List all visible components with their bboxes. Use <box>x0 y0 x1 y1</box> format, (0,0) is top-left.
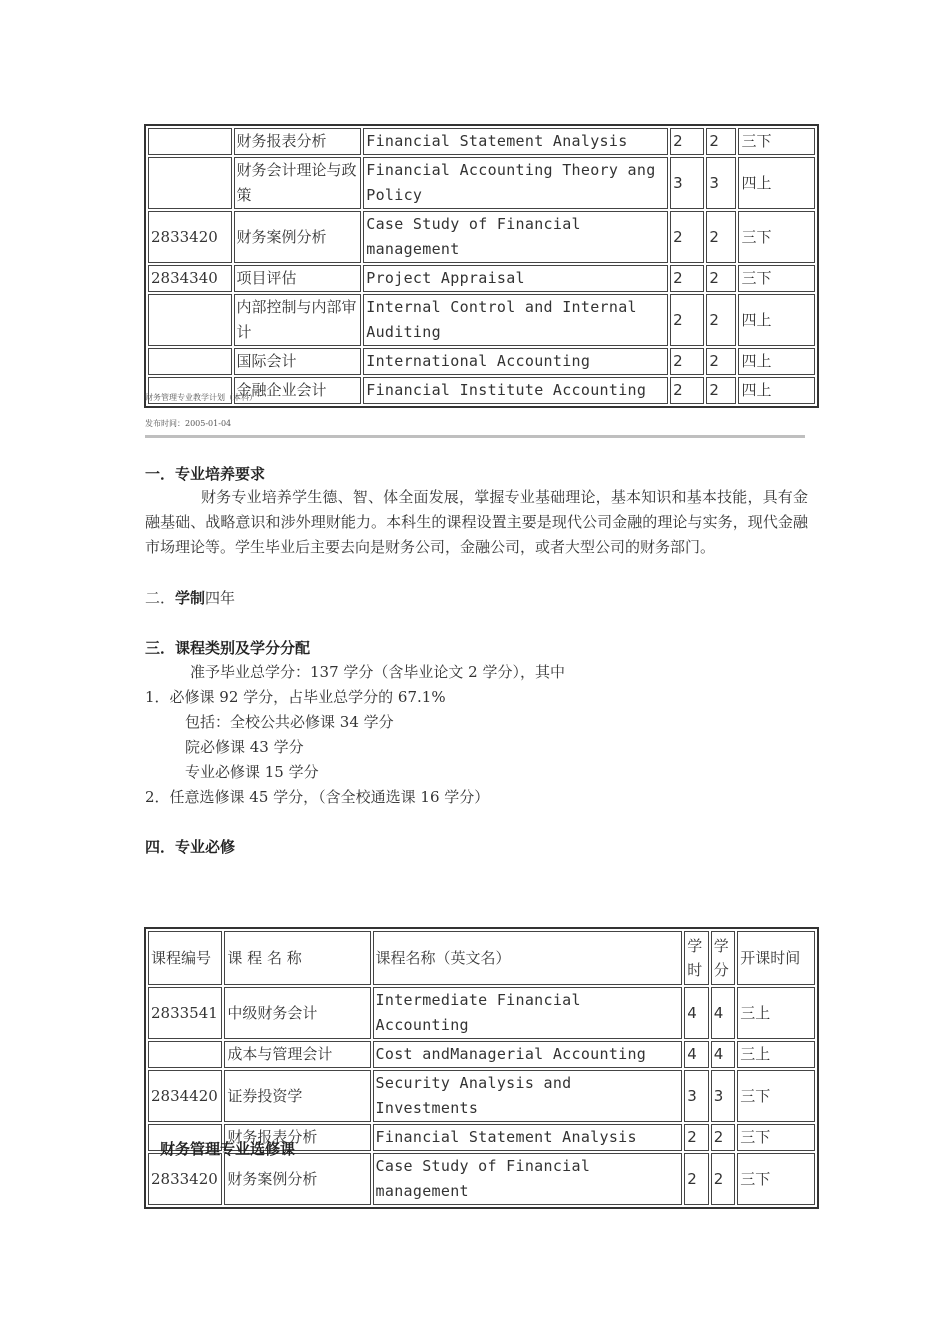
credits-cell: 2 <box>706 377 736 404</box>
course-cn-name-cell: 国际会计 <box>234 348 362 375</box>
course-code-cell: 2834420 <box>148 1070 222 1122</box>
course-cn-name-cell: 金融企业会计 <box>234 377 362 404</box>
course-cn-name-cell: 中级财务会计 <box>224 987 370 1039</box>
hours-cell: 2 <box>670 377 704 404</box>
section-3-title-wrap <box>145 636 310 661</box>
course-en-name-cell: Intermediate Financial Accounting <box>373 987 683 1039</box>
course-code-cell <box>148 1041 222 1068</box>
course-en-name-cell: Internal Control and Internal Auditing <box>363 294 668 346</box>
credits-cell: 3 <box>706 157 736 209</box>
divider <box>145 435 805 438</box>
doc-title: 财务管理专业教学计划（本科） <box>145 393 257 402</box>
hours-cell: 2 <box>670 294 704 346</box>
section-2 <box>145 586 235 611</box>
header-credits: 学分 <box>711 931 736 985</box>
table-row <box>148 294 815 346</box>
course-code-cell <box>148 348 232 375</box>
term-cell: 四上 <box>738 294 815 346</box>
hours-cell: 3 <box>670 157 704 209</box>
course-cn-name-cell: 项目评估 <box>234 265 362 292</box>
publish-date: 发布时间：2005-01-04 <box>145 419 232 428</box>
major-required-line: 专业必修课 15 学分 <box>185 763 319 781</box>
credits-cell: 2 <box>706 348 736 375</box>
hours-cell: 2 <box>670 348 704 375</box>
credits-cell: 2 <box>706 211 736 263</box>
credits-cell: 2 <box>711 1124 736 1151</box>
course-code-cell: 2833420 <box>148 211 232 263</box>
course-code-cell <box>148 294 232 346</box>
hours-cell: 2 <box>684 1124 709 1151</box>
term-cell: 三下 <box>737 1124 815 1151</box>
course-cn-name-cell: 财务报表分析 <box>224 1124 370 1151</box>
term-cell: 三下 <box>737 1153 815 1205</box>
term-cell: 四上 <box>738 157 815 209</box>
required-credits-line: 1．必修课 92 学分，占毕业总学分的 67.1% <box>145 688 446 706</box>
course-en-name-cell: Case Study of Financial management <box>363 211 668 263</box>
credits-cell: 2 <box>706 128 736 155</box>
hours-cell: 2 <box>670 211 704 263</box>
course-en-name-cell: Financial Institute Accounting <box>363 377 668 404</box>
course-en-name-cell: Cost andManagerial Accounting <box>373 1041 683 1068</box>
hours-cell: 4 <box>684 987 709 1039</box>
course-code-cell <box>148 157 232 209</box>
credits-cell: 2 <box>711 1153 736 1205</box>
table-row <box>148 157 815 209</box>
hours-cell: 2 <box>684 1153 709 1205</box>
header-term: 开课时间 <box>737 931 815 985</box>
term-cell: 四上 <box>738 377 815 404</box>
table-row <box>148 128 815 155</box>
required-course-table <box>144 927 819 1209</box>
course-en-name-cell: Financial Statement Analysis <box>373 1124 683 1151</box>
course-cn-name-cell: 内部控制与内部审计 <box>234 294 362 346</box>
electives-title: 财务管理专业选修课 <box>160 1140 296 1158</box>
elective-credits-line: 2．任意选修课 45 学分，（含全校通选课 16 学分） <box>145 788 490 806</box>
school-required-line: 院必修课 43 学分 <box>185 738 304 756</box>
course-cn-name-cell: 财务案例分析 <box>234 211 362 263</box>
section-2-title: 学制 <box>175 589 206 607</box>
credits-cell: 3 <box>711 1070 736 1122</box>
header-en-name: 课程名称（英文名） <box>373 931 683 985</box>
term-cell: 三下 <box>738 128 815 155</box>
course-en-name-cell: Case Study of Financial management <box>373 1153 683 1205</box>
section-1-body: 财务专业培养学生德、智、体全面发展，掌握专业基础理论，基本知识和基本技能，具有金融基础、战略意识和涉外理财能力。本科生的课程设置主要是现代公司金融的理论与实务，现代金融市场理论等。学生毕业后主要去向是财务公司，金融公司，或者大型公司的财务部门。 <box>145 488 808 556</box>
credits-cell: 4 <box>711 987 736 1039</box>
credits-cell: 2 <box>706 294 736 346</box>
credit-total-line: 准予毕业总学分：137 学分（含毕业论文 2 学分），其中 <box>190 663 565 681</box>
course-table-continued <box>144 124 819 408</box>
header-hours: 学时 <box>684 931 709 985</box>
table-row <box>148 987 815 1039</box>
course-code-cell: 2834340 <box>148 265 232 292</box>
term-cell: 三下 <box>738 211 815 263</box>
course-cn-name-cell: 成本与管理会计 <box>224 1041 370 1068</box>
header-cn-name: 课 程 名 称 <box>224 931 370 985</box>
course-en-name-cell: Financial Accounting Theory ang Policy <box>363 157 668 209</box>
section-3-title: 三．课程类别及学分分配 <box>145 639 311 657</box>
term-cell: 四上 <box>738 348 815 375</box>
section-4-title <box>145 835 235 860</box>
header-code: 课程编号 <box>148 931 222 985</box>
table-row <box>148 348 815 375</box>
section-1-title: 一．专业培养要求 <box>145 465 266 483</box>
section-2-value: 四年 <box>205 589 236 607</box>
term-cell: 三上 <box>737 1041 815 1068</box>
course-code-cell: 2833420 <box>148 1153 222 1205</box>
hours-cell: 4 <box>684 1041 709 1068</box>
section-2-prefix: 二． <box>145 589 176 607</box>
course-en-name-cell: Project Appraisal <box>363 265 668 292</box>
course-code-cell <box>148 128 232 155</box>
table-row <box>148 1153 815 1205</box>
hours-cell: 2 <box>670 128 704 155</box>
table-row <box>148 1041 815 1068</box>
credits-cell: 4 <box>711 1041 736 1068</box>
course-en-name-cell: Financial Statement Analysis <box>363 128 668 155</box>
table-row <box>148 1070 815 1122</box>
table-row <box>148 265 815 292</box>
course-cn-name-cell: 财务案例分析 <box>224 1153 370 1205</box>
section-4-title-text: 四．专业必修 <box>145 838 236 856</box>
course-cn-name-cell: 证券投资学 <box>224 1070 370 1122</box>
course-cn-name-cell: 财务报表分析 <box>234 128 362 155</box>
hours-cell: 2 <box>670 265 704 292</box>
table-row <box>148 211 815 263</box>
course-en-name-cell: International Accounting <box>363 348 668 375</box>
table-header-row <box>148 931 815 985</box>
term-cell: 三上 <box>737 987 815 1039</box>
course-en-name-cell: Security Analysis and Investments <box>373 1070 683 1122</box>
credits-cell: 2 <box>706 265 736 292</box>
term-cell: 三下 <box>737 1070 815 1122</box>
course-code-cell: 2833541 <box>148 987 222 1039</box>
course-cn-name-cell: 财务会计理论与政策 <box>234 157 362 209</box>
term-cell: 三下 <box>738 265 815 292</box>
hours-cell: 3 <box>684 1070 709 1122</box>
public-required-line: 包括：全校公共必修课 34 学分 <box>185 713 394 731</box>
